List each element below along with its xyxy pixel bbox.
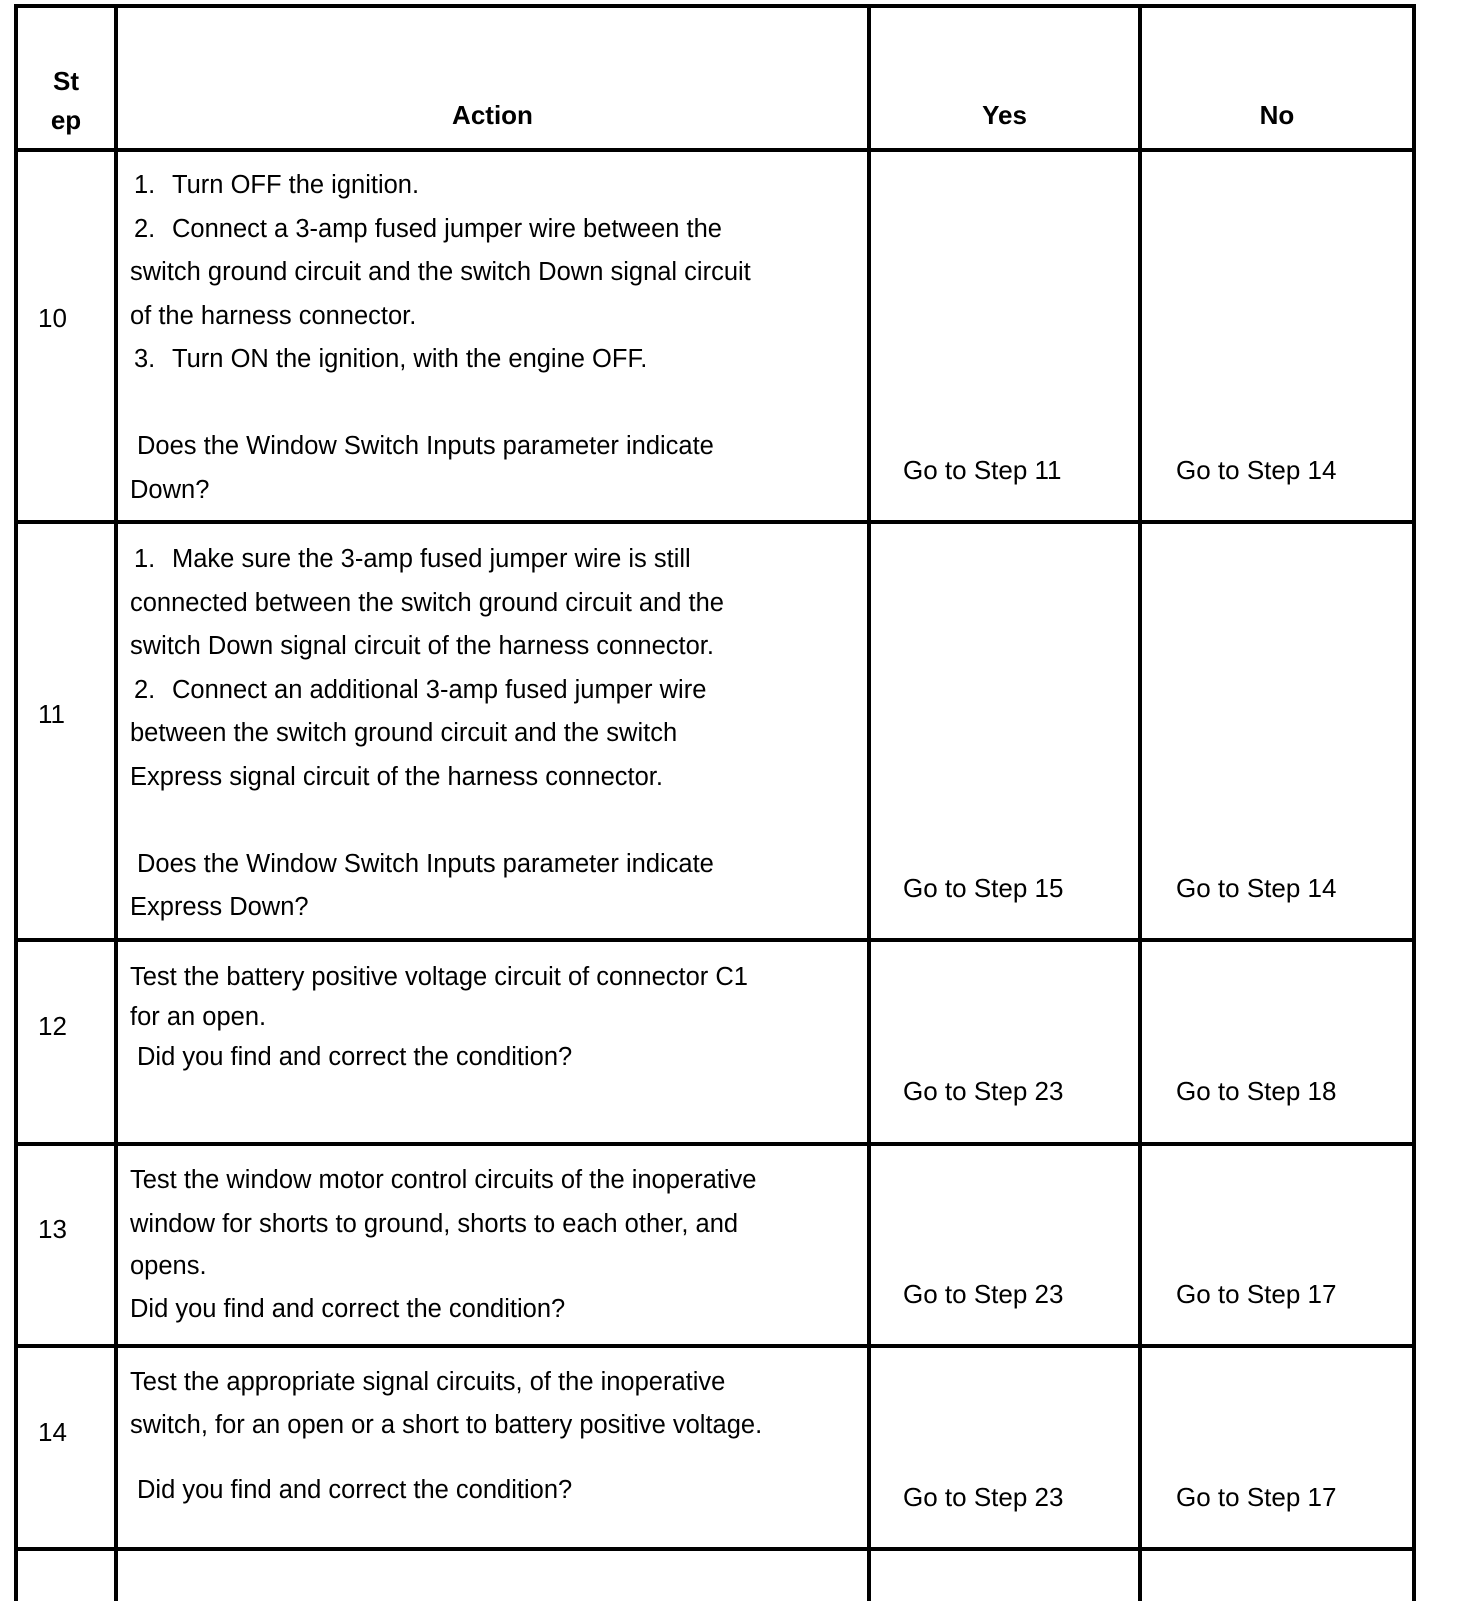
step-action (130, 955, 860, 1079)
action-line (130, 538, 860, 582)
row-divider (14, 1142, 1416, 1146)
action-line: for an open. (130, 1003, 267, 1031)
action-line: window for shorts to ground, shorts to each other, and (130, 1210, 739, 1238)
table-border-left (14, 4, 18, 1601)
row-divider (14, 148, 1416, 152)
action-line (130, 164, 860, 208)
diagnostic-table (14, 4, 1454, 1601)
action-line: Test the window motor control circuits of the inoperative (130, 1166, 757, 1194)
action-line: switch Down signal circuit of the harness connector. (130, 632, 714, 660)
yes-go-to-step: Go to Step 15 (903, 873, 1064, 903)
list-text: Connect a 3-amp fused jumper wire between the (172, 214, 722, 243)
action-line: opens. (130, 1252, 207, 1280)
header-action: Action (452, 100, 533, 130)
list-number: 2. (134, 214, 156, 243)
action-line: Did you find and correct the condition? (130, 1295, 566, 1323)
step-action (130, 1158, 860, 1331)
header-step (18, 62, 114, 140)
row-divider (14, 520, 1416, 524)
step-action (130, 538, 860, 930)
row-divider (14, 1344, 1416, 1348)
row-divider (14, 938, 1416, 942)
list-text: Make sure the 3-amp fused jumper wire is still (172, 545, 691, 573)
action-line: switch ground circuit and the switch Down signal circuit (130, 258, 751, 286)
table-border-bottom (14, 1547, 1416, 1551)
header-step-line-2: ep (50, 105, 82, 135)
list-number: 1. (134, 545, 156, 573)
action-line: Does the Window Switch Inputs parameter indicate (137, 432, 714, 460)
action-line: of the harness connector. (130, 301, 417, 330)
header-yes: Yes (982, 100, 1027, 130)
yes-go-to-step: Go to Step 23 (903, 1279, 1064, 1309)
action-line: Express Down? (130, 893, 309, 921)
table-border-top (14, 4, 1416, 8)
action-line (130, 799, 860, 843)
no-go-to-step: Go to Step 17 (1176, 1482, 1337, 1512)
action-line: switch, for an open or a short to battery positive voltage. (130, 1411, 763, 1439)
list-number: 2. (134, 675, 156, 704)
step-number: 12 (38, 1011, 67, 1041)
yes-go-to-step: Go to Step 23 (903, 1076, 1064, 1106)
column-divider (867, 4, 871, 1601)
column-divider (114, 4, 118, 1601)
step-number: 14 (38, 1417, 67, 1447)
column-divider (1138, 4, 1142, 1601)
action-line: Did you find and correct the condition? (137, 1476, 573, 1504)
no-go-to-step: Go to Step 17 (1176, 1279, 1337, 1309)
list-text: Turn ON the ignition, with the engine OFF. (172, 345, 648, 373)
no-go-to-step: Go to Step 14 (1176, 455, 1337, 485)
action-line: connected between the switch ground circuit and the (130, 588, 724, 617)
action-line: Down? (130, 475, 210, 504)
step-number: 13 (38, 1214, 67, 1244)
yes-go-to-step: Go to Step 11 (903, 455, 1062, 485)
action-line: Did you find and correct the condition? (137, 1043, 573, 1071)
step-number: 11 (38, 699, 65, 729)
list-number: 3. (134, 345, 156, 373)
action-line: Test the battery positive voltage circuit of connector C1 (130, 963, 748, 991)
header-no: No (1259, 100, 1295, 130)
no-go-to-step: Go to Step 14 (1176, 873, 1337, 903)
step-action (130, 1361, 860, 1512)
action-line: Does the Window Switch Inputs parameter indicate (137, 849, 714, 878)
list-text: Connect an additional 3-amp fused jumper wire (172, 675, 707, 704)
action-line (130, 338, 860, 382)
action-line: Test the appropriate signal circuits, of the inoperative (130, 1368, 726, 1396)
action-line (130, 669, 860, 713)
list-text: Turn OFF the ignition. (172, 171, 420, 199)
no-go-to-step: Go to Step 18 (1176, 1076, 1337, 1106)
action-line (130, 208, 860, 252)
step-action (130, 164, 860, 512)
step-number: 10 (38, 303, 67, 333)
action-line: Express signal circuit of the harness connector. (130, 762, 663, 791)
action-line: between the switch ground circuit and the switch (130, 719, 678, 747)
table-border-right (1412, 4, 1416, 1601)
header-step-line-1: St (53, 66, 79, 96)
yes-go-to-step: Go to Step 23 (903, 1482, 1064, 1512)
action-line (130, 382, 860, 426)
action-line (130, 1447, 860, 1469)
list-number: 1. (134, 171, 156, 199)
